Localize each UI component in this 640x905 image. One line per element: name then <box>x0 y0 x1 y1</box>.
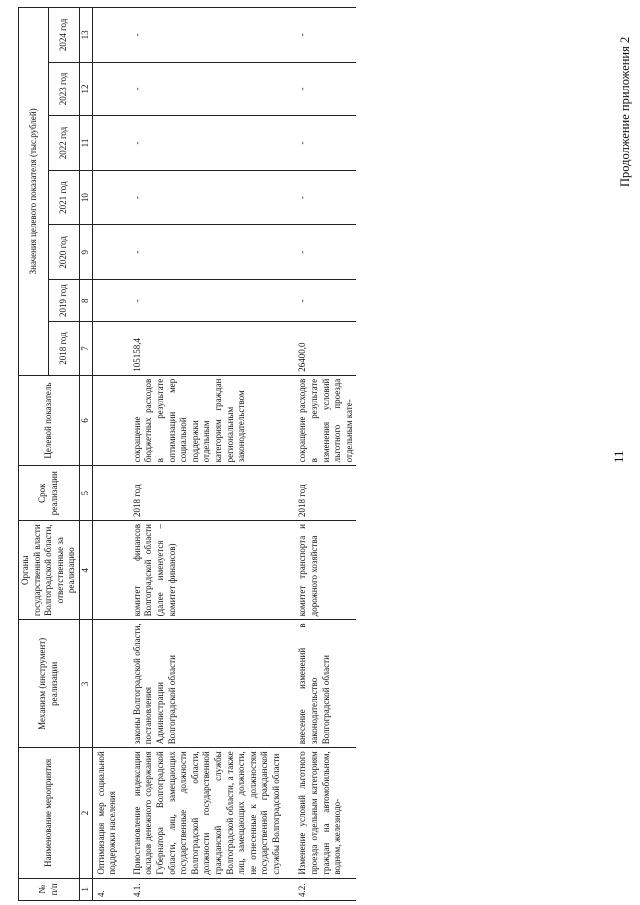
header-values-group: Значения целевого показателя (тыс.рублей) <box>19 8 49 376</box>
column-number: 8 <box>79 280 92 322</box>
appendix-caption: Продолжение приложения 2 <box>618 36 632 187</box>
row-mechanism <box>92 620 120 748</box>
column-number: 6 <box>79 375 92 466</box>
column-number: 13 <box>79 8 92 63</box>
header-mechanism: Механизм (инструмент) реализации <box>19 620 80 748</box>
row-mechanism: внесение изменений в законодательство Волгоградской области <box>283 620 356 748</box>
header-organs: Органы государственной власти Волгоградской области, ответственные за реализацию <box>19 521 80 620</box>
row-term: 2018 год <box>120 466 284 521</box>
header-year: 2024 год <box>49 8 79 63</box>
row-organs: комитет финансов Волгоградской области (далее именуется – комитет финансов) <box>120 521 284 620</box>
header-year: 2021 год <box>49 170 79 225</box>
table-row <box>120 8 284 901</box>
row-value: - <box>283 280 356 322</box>
row-value <box>92 280 120 322</box>
column-number: 11 <box>79 116 92 171</box>
table-row <box>283 8 356 901</box>
column-number: 2 <box>79 748 92 878</box>
row-term <box>92 466 120 521</box>
column-number: 12 <box>79 62 92 115</box>
column-number: 9 <box>79 225 92 280</box>
row-value: - <box>120 170 284 225</box>
row-organs: комитет транспорта и дорожного хозяйства <box>283 521 356 620</box>
header-target: Целевой показатель <box>19 375 80 466</box>
row-value <box>92 225 120 280</box>
row-num: 4.2. <box>283 878 356 900</box>
row-value <box>92 322 120 375</box>
row-organs <box>92 521 120 620</box>
row-value: - <box>283 62 356 115</box>
row-term: 2018 год <box>283 466 356 521</box>
row-value: 26400,0 <box>283 322 356 375</box>
header-year: 2023 год <box>49 62 79 115</box>
column-number: 4 <box>79 521 92 620</box>
row-value: - <box>283 116 356 171</box>
row-target: сокращение бюджетных расходов в результате оптимизации мер социальной поддержки отдельным категориям граждан региональным законодательством <box>120 375 284 466</box>
row-value: - <box>120 62 284 115</box>
row-value: - <box>120 225 284 280</box>
row-target <box>92 375 120 466</box>
header-num: № п/п <box>19 878 80 900</box>
row-value: - <box>283 170 356 225</box>
header-name: Наименование мероприятия <box>19 748 80 878</box>
header-term: Срок реализации <box>19 466 80 521</box>
row-name: Оптимизация мер социальной поддержки населения <box>92 748 120 878</box>
row-value <box>92 8 120 63</box>
row-value: - <box>120 280 284 322</box>
row-value <box>92 170 120 225</box>
row-value <box>92 62 120 115</box>
row-value: - <box>283 8 356 63</box>
column-number: 1 <box>79 878 92 900</box>
header-year: 2020 год <box>49 225 79 280</box>
header-year: 2019 год <box>49 280 79 322</box>
header-year: 2018 год <box>49 322 79 375</box>
row-value: - <box>283 225 356 280</box>
row-target: сокращение расходов в результате изменения условий льготного проезда отдельным кате- <box>283 375 356 466</box>
column-number: 3 <box>79 620 92 748</box>
column-number: 5 <box>79 466 92 521</box>
row-name: Приостановление индексации окладов денежного содержания Губернатора Волгоградской области, лиц, замещающих государственные должности Волгоградской области, должности государственной гражданской службы Волгоградской области, а также лиц, замещающих должности, не отнесенные к должностям государственной гражданской службы Волгоградской области <box>120 748 284 878</box>
header-year: 2022 год <box>49 116 79 171</box>
column-number: 7 <box>79 322 92 375</box>
table-row <box>92 8 120 901</box>
row-mechanism: законы Волгоградской области, постановления Администрации Волгоградской области <box>120 620 284 748</box>
column-number: 10 <box>79 170 92 225</box>
row-value: - <box>120 116 284 171</box>
row-value <box>92 116 120 171</box>
row-num: 4.1. <box>120 878 284 900</box>
row-num: 4. <box>92 878 120 900</box>
row-name: Изменение условий льготного проезда отдельным категориям граждан на автомобильном, водном, железнодо- <box>283 748 356 878</box>
row-value: 105158,4 <box>120 322 284 375</box>
targets-table <box>18 7 356 901</box>
row-value: - <box>120 8 284 63</box>
page-number: 11 <box>611 450 626 463</box>
